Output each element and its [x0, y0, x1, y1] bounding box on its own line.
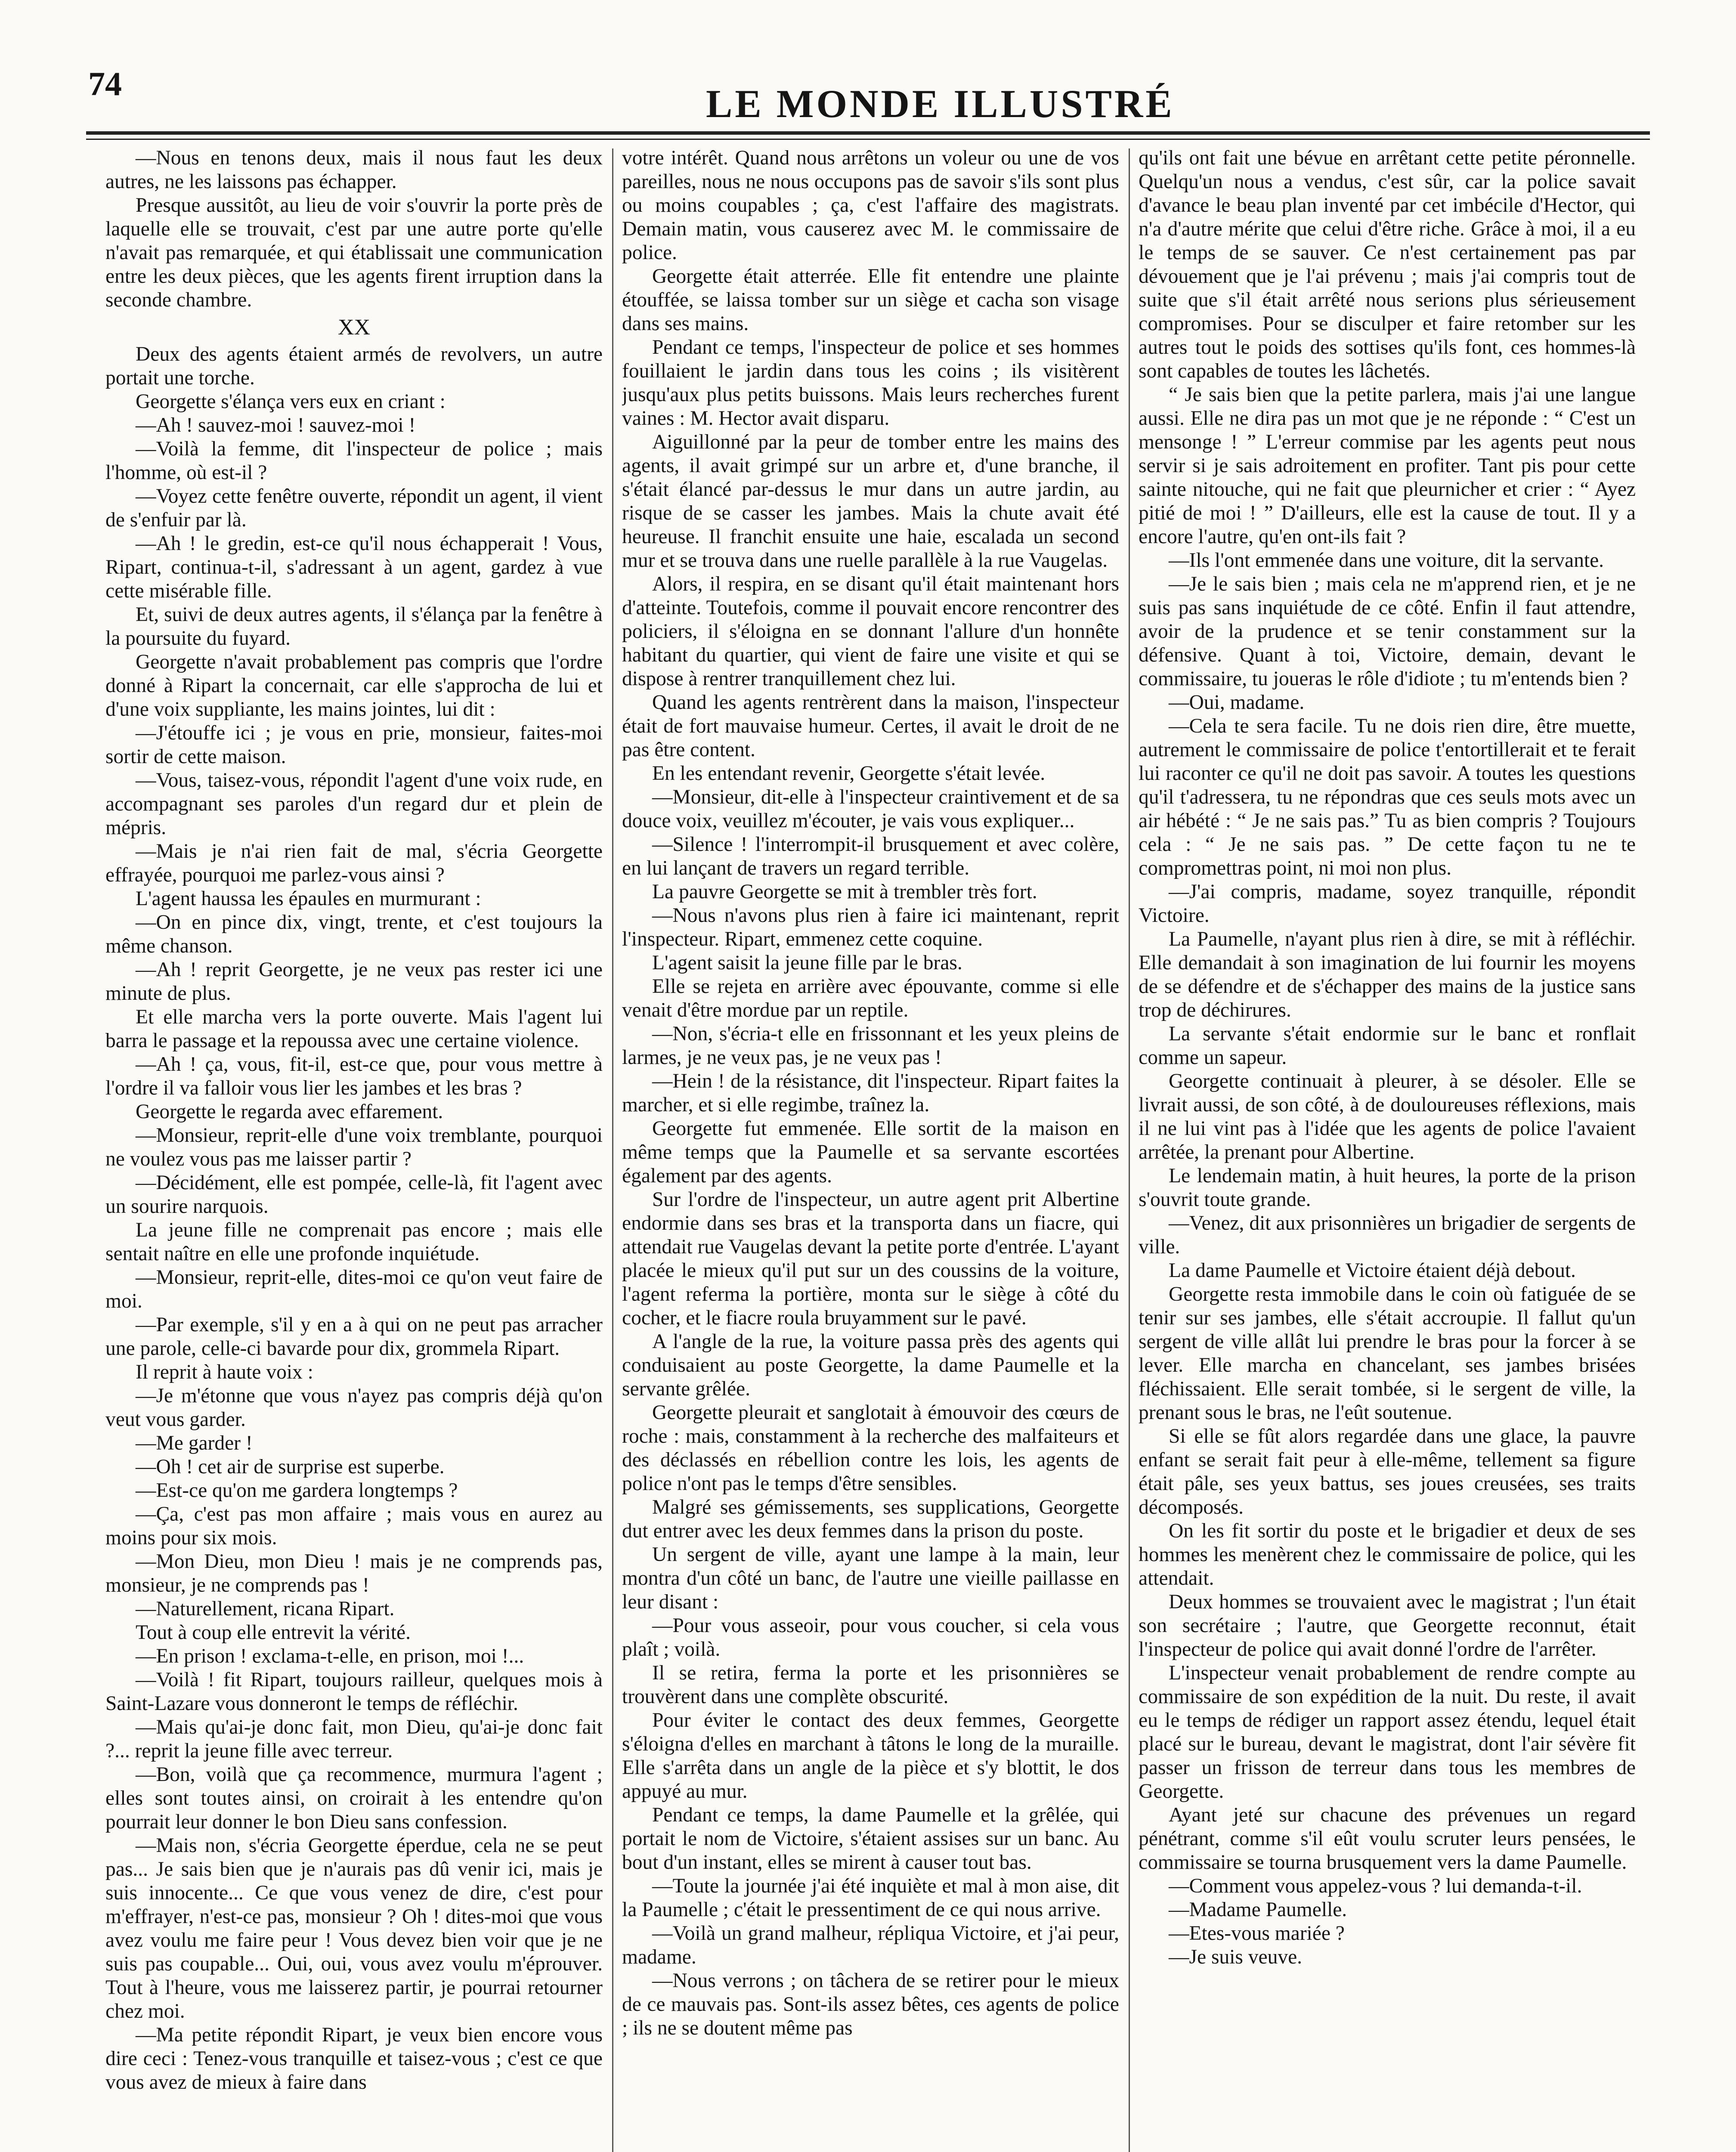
paragraph: —Oh ! cet air de surprise est superbe.: [136, 1456, 445, 1478]
paragraph: votre intérêt. Quand nous arrêtons un voleur ou une de vos pareilles, nous ne nous occupons pas de savoir s'ils sont plus ou moins coupables ; ça, c'est l'affaire des magistrats. Demain matin, vous causerez avec M. le commissaire de police.: [622, 147, 1119, 264]
paragraph: —Hein ! de la résistance, dit l'inspecteur. Ripart faites la marcher, et si elle regimbe, traînez la.: [622, 1070, 1119, 1116]
paragraph: A l'angle de la rue, la voiture passa près des agents qui conduisaient au poste Georgette, la dame Paumelle et la servante grêlée.: [622, 1330, 1119, 1400]
paragraph: Si elle se fût alors regardée dans une glace, la pauvre enfant se serait fait peur à elle-même, tellement sa figure était pâle, ses yeux battus, ses joues creusées, ses traits décomposés.: [1139, 1425, 1636, 1518]
paragraph: Quand les agents rentrèrent dans la maison, l'inspecteur était de fort mauvaise humeur. Certes, il avait le droit de ne pas être content.: [622, 691, 1119, 761]
paragraph: —Monsieur, reprit-elle, dites-moi ce qu'on veut faire de moi.: [105, 1266, 603, 1312]
paragraph: —Non, s'écria-t elle en frissonnant et les yeux pleins de larmes, je ne veux pas, je ne veux pas !: [622, 1023, 1119, 1069]
paragraph: —Venez, dit aux prisonnières un brigadier de sergents de ville.: [1139, 1212, 1636, 1258]
paragraph: —Décidément, elle est pompée, celle-là, fit l'agent avec un sourire narquois.: [105, 1172, 603, 1218]
paragraph: Pour éviter le contact des deux femmes, Georgette s'éloigna d'elles en marchant à tâtons le long de la muraille. Elle s'arrêta dans un angle de la pièce et s'y blottit, le dos appuyé au mur.: [622, 1709, 1119, 1803]
paragraph: —Voilà un grand malheur, répliqua Victoire, et j'ai peur, madame.: [622, 1922, 1119, 1968]
paragraph: —Ils l'ont emmenée dans une voiture, dit la servante.: [1169, 549, 1604, 572]
paragraph: —Ah ! sauvez-moi ! sauvez-moi !: [136, 414, 416, 436]
paragraph: —Mais non, s'écria Georgette éperdue, cela ne se peut pas... Je sais bien que je n'aurais pas dû venir ici, mais je suis innocente... Ce que vous venez de dire, c'est pour m'effrayer, n'est-ce pas, monsieur ? Oh ! dites-moi que vous avez voulu me faire peur ! Vous devez bien voir que je ne suis pas coupable... Oui, oui, vous avez voulu m'éprouver. Tout à l'heure, vous me laisserez partir, je pourrai retourner chez moi.: [105, 1834, 603, 2022]
paragraph: Aiguillonné par la peur de tomber entre les mains des agents, il avait grimpé sur un arbre et, d'une branche, il s'était élancé par-dessus le mur dans un autre jardin, au risque de se casser les jambes. Mais la chute avait été heureuse. Il franchit ensuite une haie, escalada un second mur et se trouva dans une ruelle parallèle à la rue Vaugelas.: [622, 431, 1119, 572]
paragraph: Ayant jeté sur chacune des prévenues un regard pénétrant, comme s'il eût voulu scruter leurs pensées, le commissaire se tourna brusquement vers la dame Paumelle.: [1139, 1804, 1636, 1874]
paragraph: —Est-ce qu'on me gardera longtemps ?: [136, 1479, 458, 1502]
paragraph: —Ça, c'est pas mon affaire ; mais vous en aurez au moins pour six mois.: [105, 1503, 603, 1549]
paragraph: —Cela te sera facile. Tu ne dois rien dire, être muette, autrement le commissaire de police t'entortillerait et te ferait lui raconter ce qu'il ne doit pas savoir. A toutes les questions qu'il t'adressera, tu ne répondras que ces seuls mots avec un air hébété : “ Je ne sais pas.” Tu as bien compris ? Toujours cela : “ Je ne sais pas. ” De cette façon tu ne te compromettras point, ni moi non plus.: [1139, 715, 1636, 879]
paragraph: Georgette s'élança vers eux en criant :: [136, 390, 446, 413]
paragraph: —Ma petite répondit Ripart, je veux bien encore vous dire ceci : Tenez-vous tranquille et taisez-vous ; c'est ce que vous avez de mieux à faire dans: [105, 2024, 603, 2093]
paragraph: —Ah ! le gredin, est-ce qu'il nous échapperait ! Vous, Ripart, continua-t-il, s'adressant à un agent, gardez à vue cette misérable fille.: [105, 532, 603, 602]
paragraph: —Ah ! reprit Georgette, je ne veux pas rester ici une minute de plus.: [105, 959, 603, 1005]
paragraph: Et elle marcha vers la porte ouverte. Mais l'agent lui barra le passage et la repoussa avec une certaine violence.: [105, 1006, 603, 1052]
paragraph: —Comment vous appelez-vous ? lui demanda-t-il.: [1169, 1875, 1582, 1897]
paragraph: Georgette n'avait probablement pas compris que l'ordre donné à Ripart la concernait, car elle s'approcha de lui et d'une voix suppliante, les mains jointes, lui dit :: [105, 651, 603, 720]
header-rule: [86, 131, 1650, 135]
text-column-1: [105, 146, 603, 2152]
paragraph: —Naturellement, ricana Ripart.: [136, 1598, 395, 1620]
masthead-title: LE MONDE ILLUSTRÉ: [706, 82, 1175, 126]
paragraph: —Voilà ! fit Ripart, toujours railleur, quelques mois à Saint-Lazare vous donneront le temps de réfléchir.: [105, 1669, 603, 1715]
paragraph: —Monsieur, dit-elle à l'inspecteur craintivement et de sa douce voix, veuillez m'écouter, je vais vous expliquer...: [622, 786, 1119, 832]
paragraph: La pauvre Georgette se mit à trembler très fort.: [652, 881, 1037, 903]
paragraph: La dame Paumelle et Victoire étaient déjà debout.: [1169, 1259, 1576, 1282]
paragraph: Deux hommes se trouvaient avec le magistrat ; l'un était son secrétaire ; l'autre, que Georgette reconnut, était l'inspecteur de police qui avait donné l'ordre de l'arrêter.: [1139, 1591, 1636, 1660]
paragraph: Sur l'ordre de l'inspecteur, un autre agent prit Albertine endormie dans ses bras et la transporta dans un fiacre, qui attendait rue Vaugelas devant la petite porte d'entrée. L'ayant placée le mieux qu'il put sur un des coussins de la voiture, l'agent referma la portière, monta sur le siège à côté du cocher, et le fiacre roula bruyamment sur le pavé.: [622, 1188, 1119, 1329]
paragraph: —Nous en tenons deux, mais il nous faut les deux autres, ne les laissons pas échapper.: [105, 147, 603, 193]
paragraph: —Me garder !: [136, 1432, 253, 1454]
paragraph: “ Je sais bien que la petite parlera, mais j'ai une langue aussi. Elle ne dira pas un mot que je ne réponde : “ C'est un mensonge ! ” L'erreur commise par les agents peut nous servir si je sais adroitement en profiter. Tant pis pour cette sainte nitouche, qui ne fait que pleurnicher et crier : “ Ayez pitié de moi ! ” D'ailleurs, elle est la cause de tout. Il y a encore l'autre, qu'en ont-ils fait ?: [1139, 383, 1636, 548]
paragraph: La jeune fille ne comprenait pas encore ; mais elle sentait naître en elle une profonde inquiétude.: [105, 1219, 603, 1265]
column-separator: [1129, 148, 1130, 2152]
paragraph: —Voilà la femme, dit l'inspecteur de police ; mais l'homme, où est-il ?: [105, 438, 603, 484]
paragraph: —Voyez cette fenêtre ouverte, répondit un agent, il vient de s'enfuir par là.: [105, 485, 603, 531]
header-rule-thin: [86, 139, 1650, 140]
paragraph: Georgette était atterrée. Elle fit entendre une plainte étouffée, se laissa tomber sur un siège et cacha son visage dans ses mains.: [622, 265, 1119, 335]
paragraph: L'agent haussa les épaules en murmurant :: [136, 887, 481, 910]
paragraph: Georgette pleurait et sanglotait à émouvoir des cœurs de roche : mais, constamment à la recherche des malfaiteurs et des déclassés en rébellion contre les lois, les agents de police n'ont pas le temps d'être sensibles.: [622, 1401, 1119, 1495]
paragraph: Georgette resta immobile dans le coin où fatiguée de se tenir sur ses jambes, elle s'était accroupie. Il fallut qu'un sergent de ville allât lui prendre le bras pour la forcer à se lever. Elle marcha en chancelant, ses jambes brisées fléchissaient. Elle serait tombée, si le sergent de ville, la prenant sous le bras, ne l'eût soutenue.: [1139, 1283, 1636, 1424]
paragraph: Le lendemain matin, à huit heures, la porte de la prison s'ouvrit toute grande.: [1139, 1165, 1636, 1211]
paragraph: Pendant ce temps, l'inspecteur de police et ses hommes fouillaient le jardin dans tous les coins ; ils visitèrent jusqu'aux plus petits buissons. Mais leurs recherches furent vaines : M. Hector avait disparu.: [622, 336, 1119, 430]
paragraph: —Ah ! ça, vous, fit-il, est-ce que, pour vous mettre à l'ordre il va falloir vous lier les jambes et les bras ?: [105, 1053, 603, 1099]
paragraph: —Madame Paumelle.: [1169, 1898, 1347, 1921]
paragraph: —Etes-vous mariée ?: [1169, 1922, 1345, 1945]
paragraph: Elle se rejeta en arrière avec épouvante, comme si elle venait d'être mordue par un reptile.: [622, 975, 1119, 1021]
paragraph: Pendant ce temps, la dame Paumelle et la grêlée, qui portait le nom de Victoire, s'étaient assises sur un banc. Au bout d'un instant, elles se mirent à causer tout bas.: [622, 1804, 1119, 1874]
paragraph: Georgette continuait à pleurer, à se désoler. Elle se livrait aussi, de son côté, à de douloureuses réflexions, mais il ne lui vint pas à l'idée que les agents de police l'avaient arrêtée, la prenant pour Albertine.: [1139, 1070, 1636, 1163]
paragraph: Tout à coup elle entrevit la vérité.: [136, 1621, 411, 1644]
paragraph: Un sergent de ville, ayant une lampe à la main, leur montra d'un côté un banc, de l'autre une vieille paillasse en leur disant :: [622, 1543, 1119, 1613]
paragraph: —Oui, madame.: [1169, 691, 1305, 714]
text-column-3: [1139, 146, 1636, 2152]
paragraph: —Nous n'avons plus rien à faire ici maintenant, reprit l'inspecteur. Ripart, emmenez cette coquine.: [622, 904, 1119, 950]
paragraph: En les entendant revenir, Georgette s'était levée.: [652, 762, 1046, 785]
paragraph: Georgette le regarda avec effarement.: [136, 1101, 443, 1123]
text-column-2: [622, 146, 1119, 2152]
paragraph: —Je m'étonne que vous n'ayez pas compris déjà qu'on veut vous garder.: [105, 1385, 603, 1431]
paragraph: On les fit sortir du poste et le brigadier et deux de ses hommes les menèrent chez le commissaire de police, qui les attendait.: [1139, 1520, 1636, 1589]
paragraph: —Pour vous asseoir, pour vous coucher, si cela vous plaît ; voilà.: [622, 1614, 1119, 1660]
paragraph: L'agent saisit la jeune fille par le bras.: [652, 952, 962, 974]
paragraph: Georgette fut emmenée. Elle sortit de la maison en même temps que la Paumelle et sa servante escortées également par des agents.: [622, 1117, 1119, 1187]
chapter-heading: XX: [337, 315, 371, 340]
paragraph: —Bon, voilà que ça recommence, murmura l'agent ; elles sont toutes ainsi, on croirait à les entendre qu'on pourrait leur donner le bon Dieu sans confession.: [105, 1763, 603, 1833]
column-separator: [612, 148, 613, 2152]
paragraph: —Mon Dieu, mon Dieu ! mais je ne comprends pas, monsieur, je ne comprends pas !: [105, 1550, 603, 1596]
page-number: 74: [88, 65, 122, 102]
paragraph: —Monsieur, reprit-elle d'une voix tremblante, pourquoi ne voulez vous pas me laisser partir ?: [105, 1124, 603, 1170]
paragraph: Il se retira, ferma la porte et les prisonnières se trouvèrent dans une complète obscurité.: [622, 1662, 1119, 1708]
paragraph: Et, suivi de deux autres agents, il s'élança par la fenêtre à la poursuite du fuyard.: [105, 603, 603, 649]
paragraph: qu'ils ont fait une bévue en arrêtant cette petite péronnelle. Quelqu'un nous a vendus, c'est sûr, car la police savait d'avance le beau plan inventé par cet imbécile d'Hector, qui n'a d'autre mérite que celui d'être riche. Grâce à moi, il a eu le temps de se sauver. Ce n'est certainement pas par dévouement que je l'ai prévenu ; mais j'ai compris tout de suite que s'il était arrêté nous serions plus sérieusement compromises. Pour se disculper et faire retomber sur les autres tout le poids des sottises qu'ils font, ces hommes-là sont capables de toutes les lâchetés.: [1139, 147, 1636, 382]
paragraph: L'inspecteur venait probablement de rendre compte au commissaire de son expédition de la nuit. Du reste, il avait eu le temps de rédiger un rapport assez étendu, lequel était placé sur le bureau, devant le magistrat, dont l'air sévère fit passer un frisson de terreur dans tous les membres de Georgette.: [1139, 1662, 1636, 1803]
paragraph: —Vous, taisez-vous, répondit l'agent d'une voix rude, en accompagnant ses paroles d'un regard dur et plein de mépris.: [105, 769, 603, 839]
paragraph: La Paumelle, n'ayant plus rien à dire, se mit à réfléchir. Elle demandait à son imagination de lui fournir les moyens de se défendre et de s'échapper des mains de la justice sans trop de déchirures.: [1139, 928, 1636, 1021]
paragraph: —Toute la journée j'ai été inquiète et mal à mon aise, dit la Paumelle ; c'était le pressentiment de ce qui nous arrive.: [622, 1875, 1119, 1921]
paragraph: Alors, il respira, en se disant qu'il était maintenant hors d'atteinte. Toutefois, comme il pouvait encore rencontrer des policiers, il s'éloigna en se donnant l'allure d'un honnête habitant du quartier, qui vient de faire une visite et qui se dispose à rentrer tranquillement chez lui.: [622, 573, 1119, 690]
paragraph: Il reprit à haute voix :: [136, 1361, 313, 1383]
paragraph: —Mais qu'ai-je donc fait, mon Dieu, qu'ai-je donc fait ?... reprit la jeune fille avec terreur.: [105, 1716, 603, 1762]
paragraph: —Je le sais bien ; mais cela ne m'apprend rien, et je ne suis pas sans inquiétude de ce côté. Enfin il faut attendre, avoir de la prudence et se tenir constamment sur la défensive. Quant à toi, Victoire, demain, devant le commissaire, tu joueras le rôle d'idiote ; tu m'entends bien ?: [1139, 573, 1636, 690]
paragraph: Deux des agents étaient armés de revolvers, un autre portait une torche.: [105, 343, 603, 389]
paragraph: —On en pince dix, vingt, trente, et c'est toujours la même chanson.: [105, 911, 603, 957]
paragraph: —En prison ! exclama-t-elle, en prison, moi !...: [136, 1645, 524, 1667]
paragraph: —Je suis veuve.: [1169, 1946, 1303, 1968]
paragraph: —Mais je n'ai rien fait de mal, s'écria Georgette effrayée, pourquoi me parlez-vous ainsi ?: [105, 840, 603, 886]
paragraph: —Nous verrons ; on tâchera de se retirer pour le mieux de ce mauvais pas. Sont-ils assez bêtes, ces agents de police ; ils ne se doutent même pas: [622, 1970, 1119, 2039]
paragraph: —J'ai compris, madame, soyez tranquille, répondit Victoire.: [1139, 881, 1636, 927]
paragraph: Presque aussitôt, au lieu de voir s'ouvrir la porte près de laquelle elle se trouvait, c'est par une autre porte qu'elle n'avait pas remarquée, et qui établissait une communication entre les deux pièces, que les agents firent irruption dans la seconde chambre.: [105, 194, 603, 311]
paragraph: —Silence ! l'interrompit-il brusquement et avec colère, en lui lançant de travers un regard terrible.: [622, 833, 1119, 879]
paragraph: —J'étouffe ici ; je vous en prie, monsieur, faites-moi sortir de cette maison.: [105, 722, 603, 768]
paragraph: La servante s'était endormie sur le banc et ronflait comme un sapeur.: [1139, 1023, 1636, 1069]
paragraph: Malgré ses gémissements, ses supplications, Georgette dut entrer avec les deux femmes dans la prison du poste.: [622, 1496, 1119, 1542]
paragraph: —Par exemple, s'il y en a à qui on ne peut pas arracher une parole, celle-ci bavarde pour dix, grommela Ripart.: [105, 1314, 603, 1360]
